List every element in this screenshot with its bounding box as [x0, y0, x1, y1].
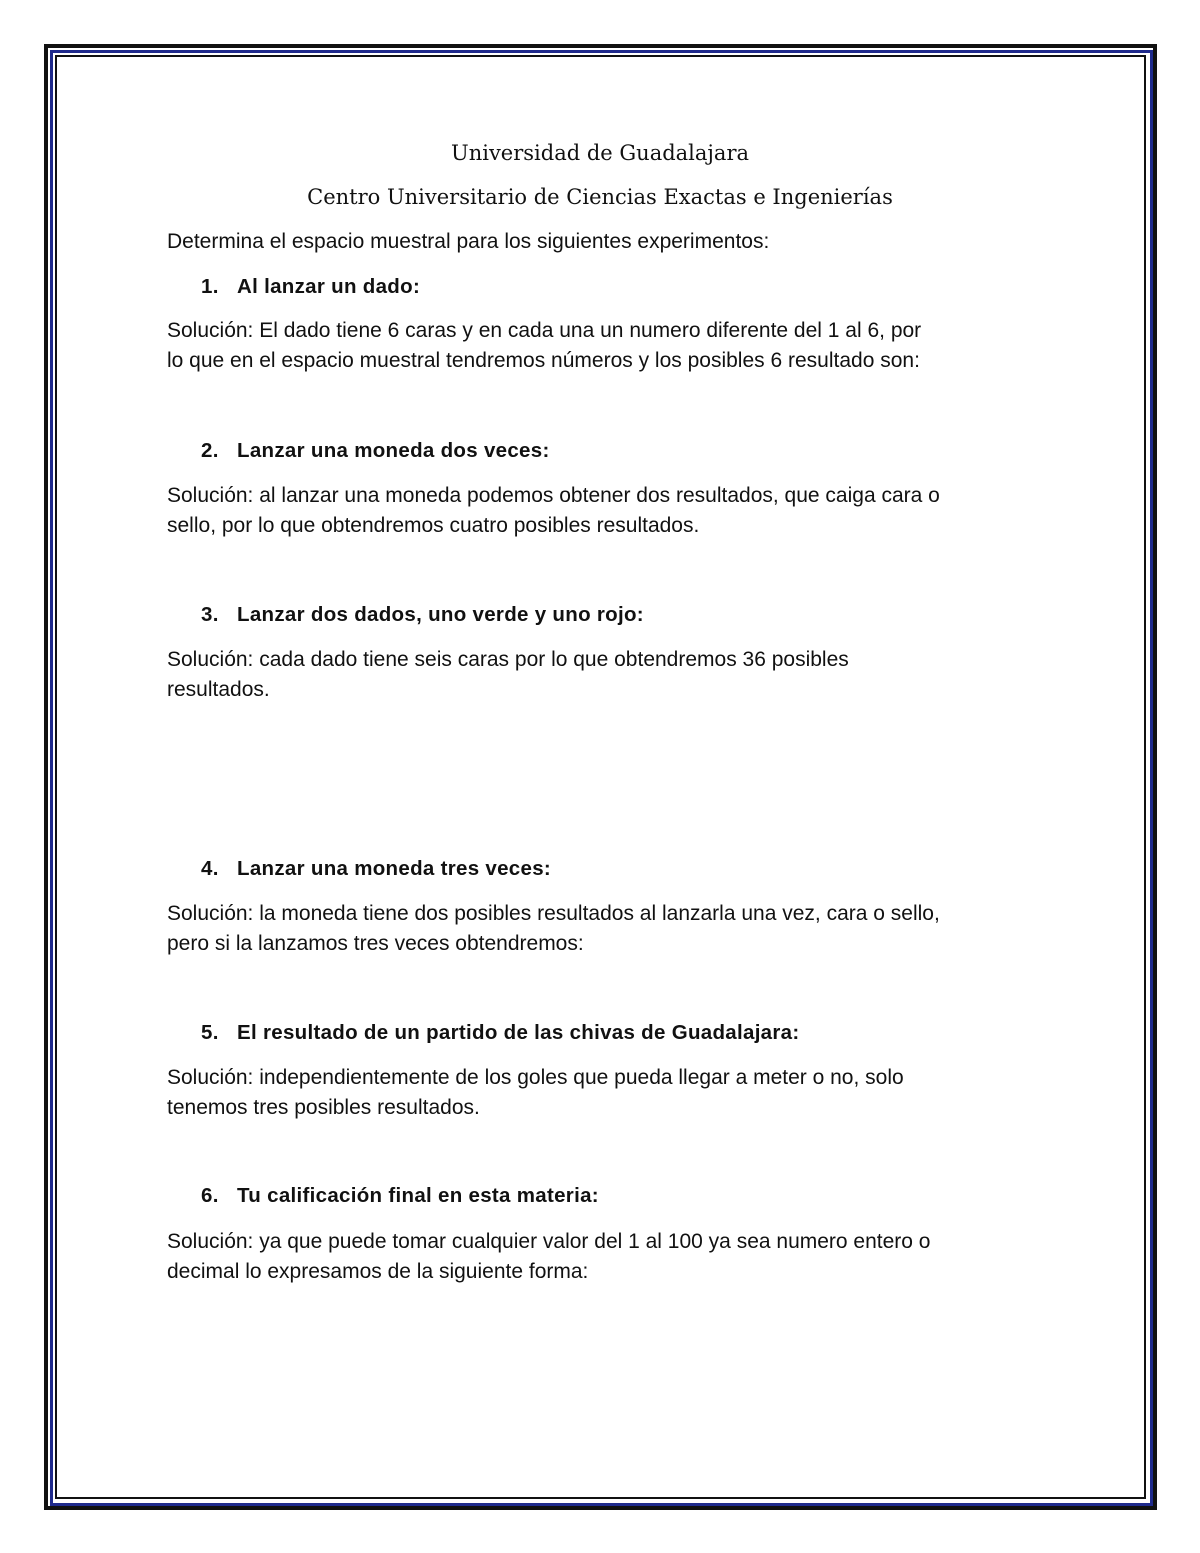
exercise-6-number: 6.: [201, 1184, 219, 1207]
exercise-4-number: 4.: [201, 857, 219, 880]
exercise-4-label: Lanzar una moneda tres veces:: [237, 857, 552, 880]
instructions-text: Determina el espacio muestral para los siguientes experimentos:: [167, 230, 770, 253]
exercise-6-solution-line: Solución: ya que puede tomar cualquier valor del 1 al 100 ya sea numero entero o: [167, 1230, 931, 1253]
center-title: Centro Universitario de Ciencias Exactas e Ingenierías: [307, 185, 893, 209]
exercise-4-solution-line: Solución: la moneda tiene dos posibles resultados al lanzarla una vez, cara o sello,: [167, 902, 940, 925]
exercise-3-solution-line: resultados.: [167, 678, 270, 701]
exercise-4-solution: [167, 899, 1047, 959]
exercise-4-solution-line: pero si la lanzamos tres veces obtendremos:: [167, 932, 584, 955]
exercise-5-label: El resultado de un partido de las chivas de Guadalajara:: [237, 1021, 800, 1044]
exercise-2-number: 2.: [201, 439, 219, 462]
exercise-5-solution-line: tenemos tres posibles resultados.: [167, 1096, 480, 1119]
exercise-5-title: [201, 1021, 800, 1045]
exercise-1-title: [201, 275, 420, 299]
university-title: Universidad de Guadalajara: [451, 141, 749, 165]
exercise-2-solution: [167, 481, 1047, 541]
exercise-2-solution-line: Solución: al lanzar una moneda podemos obtener dos resultados, que caiga cara o: [167, 484, 940, 507]
exercise-5-solution: [167, 1063, 1047, 1123]
exercise-3-solution-line: Solución: cada dado tiene seis caras por lo que obtendremos 36 posibles: [167, 648, 849, 671]
exercise-6-title: [201, 1184, 599, 1208]
exercise-1-solution-line: Solución: El dado tiene 6 caras y en cada una un numero diferente del 1 al 6, por: [167, 319, 922, 342]
exercise-3-title: [201, 603, 644, 627]
exercise-5-solution-line: Solución: independientemente de los goles que pueda llegar a meter o no, solo: [167, 1066, 904, 1089]
exercise-6-solution-line: decimal lo expresamos de la siguiente forma:: [167, 1260, 589, 1283]
exercise-1-solution-line: lo que en el espacio muestral tendremos números y los posibles 6 resultado son:: [167, 349, 920, 372]
exercise-2-solution-line: sello, por lo que obtendremos cuatro posibles resultados.: [167, 514, 700, 537]
exercise-2-label: Lanzar una moneda dos veces:: [237, 439, 550, 462]
exercise-6-label: Tu calificación final en esta materia:: [237, 1184, 599, 1207]
exercise-1-number: 1.: [201, 275, 219, 298]
exercise-6-solution: [167, 1227, 1047, 1287]
exercise-2-title: [201, 439, 550, 463]
exercise-4-title: [201, 857, 551, 881]
exercise-5-number: 5.: [201, 1021, 219, 1044]
exercise-1-solution: [167, 316, 1047, 376]
exercise-3-number: 3.: [201, 603, 219, 626]
exercise-1-label: Al lanzar un dado:: [237, 275, 421, 298]
exercise-3-label: Lanzar dos dados, uno verde y uno rojo:: [237, 603, 644, 626]
exercise-3-solution: [167, 645, 1047, 705]
